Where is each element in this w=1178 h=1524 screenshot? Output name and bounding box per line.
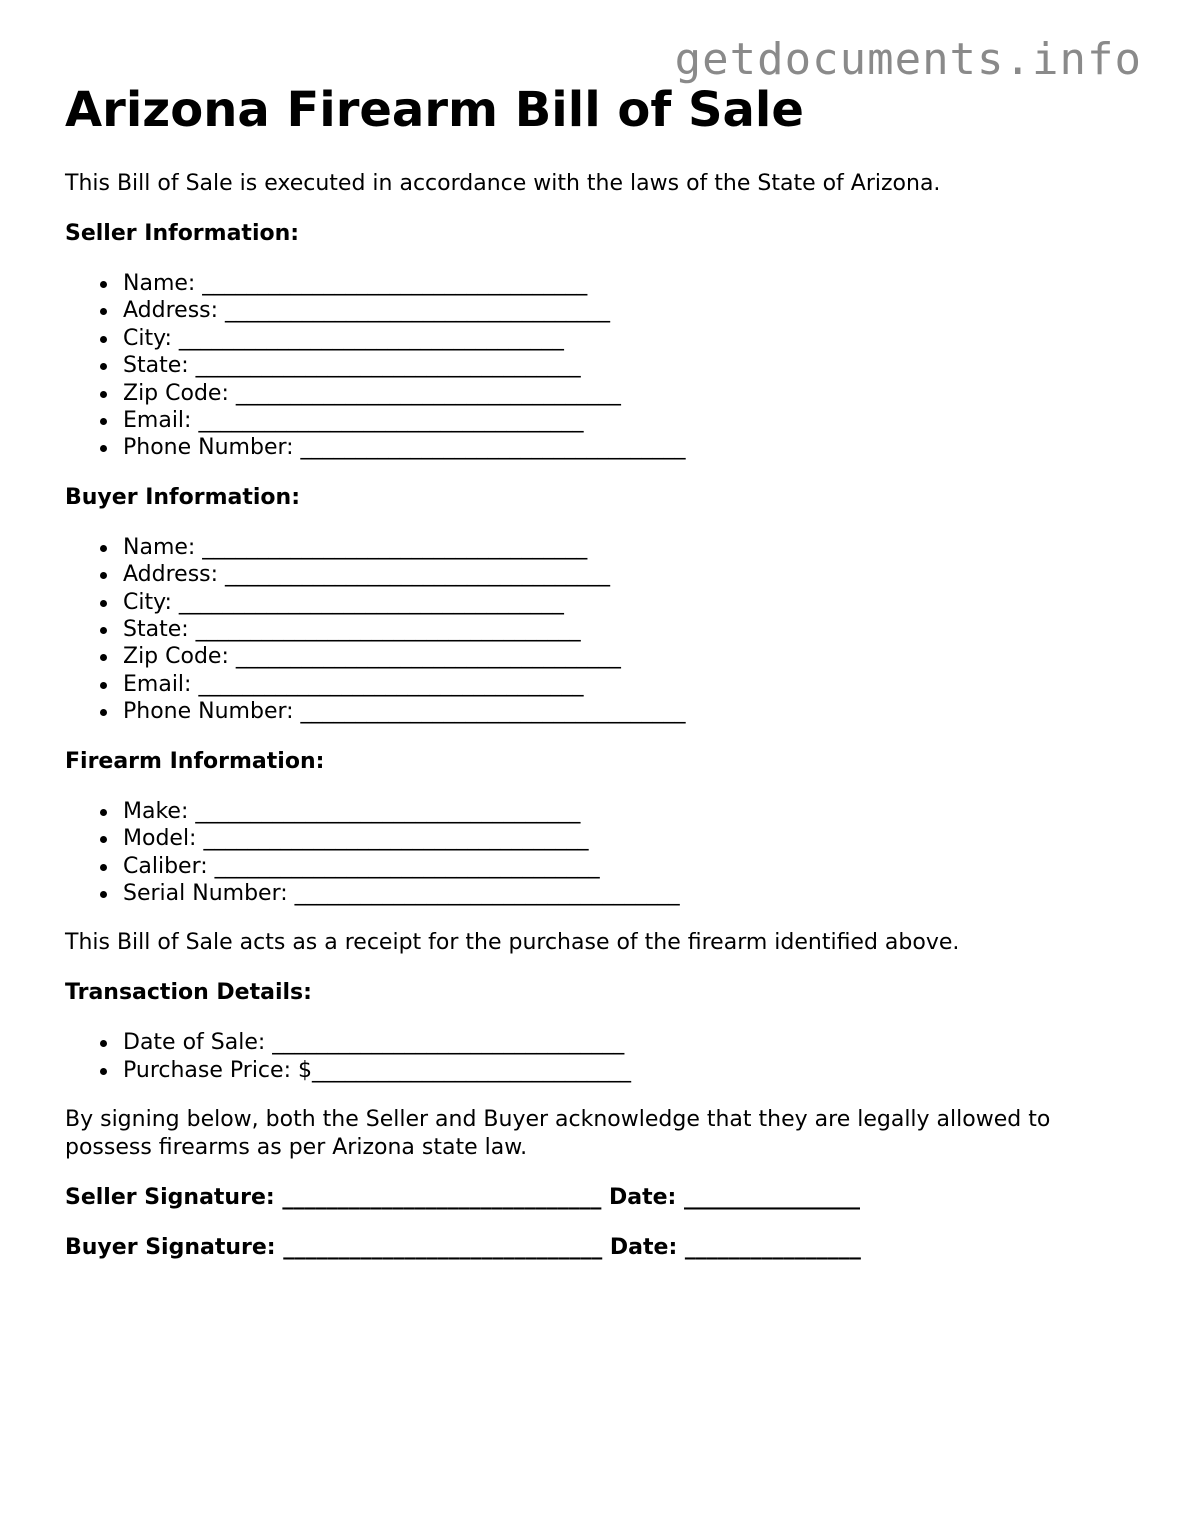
buyer-fields-list [65,534,1125,726]
firearm-caliber-field: Caliber: ___________________________________ [123,853,1125,880]
seller-signature-line: Seller Signature: _____________________________ Date: ________________ [65,1185,860,1211]
document-body [65,170,1125,1284]
receipt-paragraph: This Bill of Sale acts as a receipt for the purchase of the firearm identified above. [65,930,960,956]
intro-paragraph: This Bill of Sale is executed in accordance with the laws of the State of Arizona. [65,171,941,196]
date-of-sale-field: Date of Sale: ________________________________ [123,1029,1125,1056]
seller-fields-list [65,270,1125,462]
transaction-fields-list [65,1029,1125,1084]
buyer-name-field: Name: ___________________________________ [123,534,1125,561]
seller-address-field: Address: ___________________________________ [123,297,1125,324]
seller-heading: Seller Information: [65,221,300,246]
seller-email-field: Email: ___________________________________ [123,407,1125,434]
firearm-serial-field: Serial Number: ___________________________________ [123,880,1125,907]
buyer-heading: Buyer Information: [65,484,300,510]
document-title: Arizona Firearm Bill of Sale [65,82,804,138]
buyer-address-field: Address: ___________________________________ [123,561,1125,588]
purchase-price-field: Purchase Price: $_____________________________ [123,1057,1125,1084]
firearm-make-field: Make: ___________________________________ [123,798,1125,825]
seller-phone-field: Phone Number: ___________________________________ [123,434,1125,461]
buyer-phone-field: Phone Number: ___________________________________ [123,698,1125,725]
seller-state-field: State: ___________________________________ [123,352,1125,379]
buyer-state-field: State: ___________________________________ [123,616,1125,643]
seller-city-field: City: ___________________________________ [123,325,1125,352]
seller-zip-field: Zip Code: ___________________________________ [123,380,1125,407]
firearm-fields-list [65,798,1125,908]
firearm-heading: Firearm Information: [65,748,325,774]
buyer-zip-field: Zip Code: ___________________________________ [123,643,1125,670]
seller-name-field: Name: ___________________________________ [123,270,1125,297]
buyer-city-field: City: ___________________________________ [123,589,1125,616]
transaction-heading: Transaction Details: [65,980,312,1006]
buyer-email-field: Email: ___________________________________ [123,671,1125,698]
firearm-model-field: Model: ___________________________________ [123,825,1125,852]
acknowledgement-paragraph: By signing below, both the Seller and Buyer acknowledge that they are legally allowed to possess firearms as per Arizona state law. [65,1107,1051,1161]
watermark: getdocuments.info [674,34,1142,85]
buyer-signature-line: Buyer Signature: _____________________________ Date: ________________ [65,1235,861,1261]
